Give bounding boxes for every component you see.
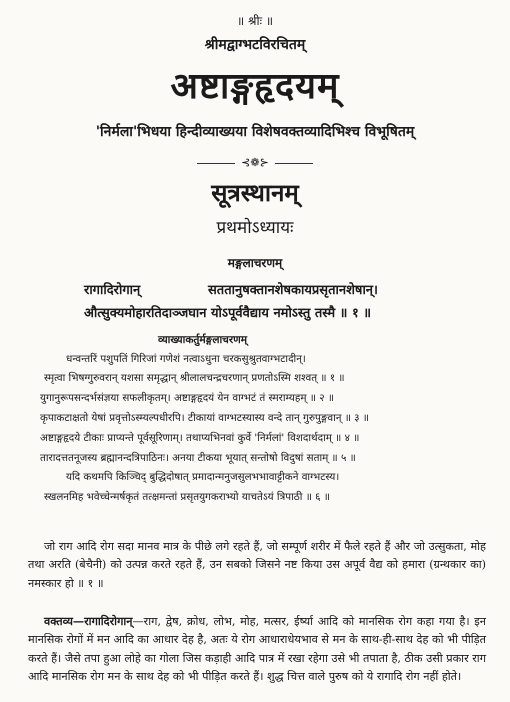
section-title: सूत्रस्थानम् (211, 178, 299, 207)
verse-line-1b: सततानुषक्तानशेषकायप्रसृतानशेषान्। (208, 283, 378, 298)
book-subtitle: 'निर्मला'भिधया हिन्दीव्याख्यया विशेषवक्तव्यादिभिश्च विभूषितम् (95, 124, 415, 140)
invocation: ॥ श्रीः ॥ (236, 14, 274, 28)
commentary-verse: अष्टाङ्गहृदये टीकाः प्राप्यन्ते पूर्वसूरिणाम्। तथाप्यभिनवां कुर्वे 'निर्मलां' विशदार्थदाम् ॥ ४ ॥ (40, 432, 360, 444)
commentary-verse: कृपाकटाक्षतो येषां प्रवृत्तोऽस्म्यल्पधीरपि। टीकायां वाग्भटस्यास्य वन्दे तान् गुरुपुङ्गवान् ॥ ३ ॥ (40, 412, 369, 424)
commentary-verse: युगानुरूपसन्दर्भसंज्ञया सफलीकृतम्। अष्टाङ्गहृदयं येन वाग्भटं तं स्मराम्यहम् ॥ २ ॥ (40, 392, 335, 404)
mangala-heading: मङ्गलाचरणम् (227, 256, 283, 270)
commentary-verse: धन्वन्तरिं पशुपतिं गिरिजां गणेशं नत्वाऽधुना चरकसुश्रुतवाग्भटादीन्। (66, 353, 306, 365)
verse-line-1a: रागादिरोगान् (84, 283, 141, 298)
commentary-verse: स्खलनमिह भवेच्चेन्मर्षकृतं तत्क्षमन्तां प्रसृतयुगकराभ्यो याचतेऽयं त्रिपाठी ॥ ६ ॥ (44, 491, 330, 503)
commentary-verse: यदि कथमपि किञ्चिद् बुद्धिदोषात् प्रमादान्मनुजसुलभभावाट्टीकने वाग्भटस्य। (66, 471, 340, 483)
ornament-divider (0, 156, 510, 169)
commentary-verse: स्मृत्वा भिषग्गुरुवरान् यशसा समृद्धान् श्रीलालचन्द्रचरणान् प्रणतोऽस्मि शश्वत् ॥ १ ॥ (44, 372, 345, 384)
explanation-lead: वक्तव्य—रागादिरोगान् (44, 614, 133, 628)
explanation-text: —राग, द्वेष, क्रोध, लोभ, मोह, मत्सर, ईर्ष्या आदि को मानसिक रोग कहा गया है। इन मानसिक रोगों में मन आदि का आधार देह है, अतः ये रोग आधाराधेयभाव से मन के साथ-ही-साथ देह को भी पीड़ित करते हैं। जैसे तपा हुआ लोहे का गोला जिस कड़ाही आदि पात्र में रखा रहेगा उसे भी तपाता है, ठीक उसी प्रकार राग आदि मानसिक रोग मन के साथ देह को भी पीड़ित करते हैं। शुद्ध चित्त वाले पुरुष को ये रागादि रोग नहीं होते। (28, 615, 486, 683)
ornament-icon: ⊰❁⊱ (241, 156, 269, 169)
explanation-paragraph (28, 612, 486, 686)
commentary-verse: तारादत्ततनूजस्य ब्रह्मानन्दत्रिपाठिनः। अनया टीकया भूयात् सन्तोषो विदुषां सताम् ॥ ५ ॥ (40, 452, 356, 464)
commentary-heading: व्याख्याकर्तुर्मङ्गलाचरणम् (158, 334, 247, 346)
ornament-rule-left (197, 163, 235, 164)
book-title: अष्टाङ्गहृदयम् (170, 65, 340, 107)
chapter-title: प्रथमोऽध्यायः (216, 218, 294, 238)
ornament-rule-right (275, 163, 313, 164)
attribution: श्रीमद्वाग्भटविरचितम् (204, 37, 306, 53)
verse-line-2: औत्सुक्यमोहारतिदाञ्जघान योऽपूर्ववैद्याय नमोऽस्तु तस्मै ॥ १ ॥ (84, 306, 372, 321)
translation-paragraph: जो राग आदि रोग सदा मानव मात्र के पीछे लगे रहते हैं, जो सम्पूर्ण शरीर में फैले रहते हैं और जो उत्सुकता, मोह तथा अरति (बेचैनी) को उत्पन्न करते रहते हैं, उन सबको जिसने नष्ट किया उस अपूर्व वैद्य को हमारा (ग्रन्थकार का) नमस्कार हो ॥ १ ॥ (28, 540, 486, 590)
